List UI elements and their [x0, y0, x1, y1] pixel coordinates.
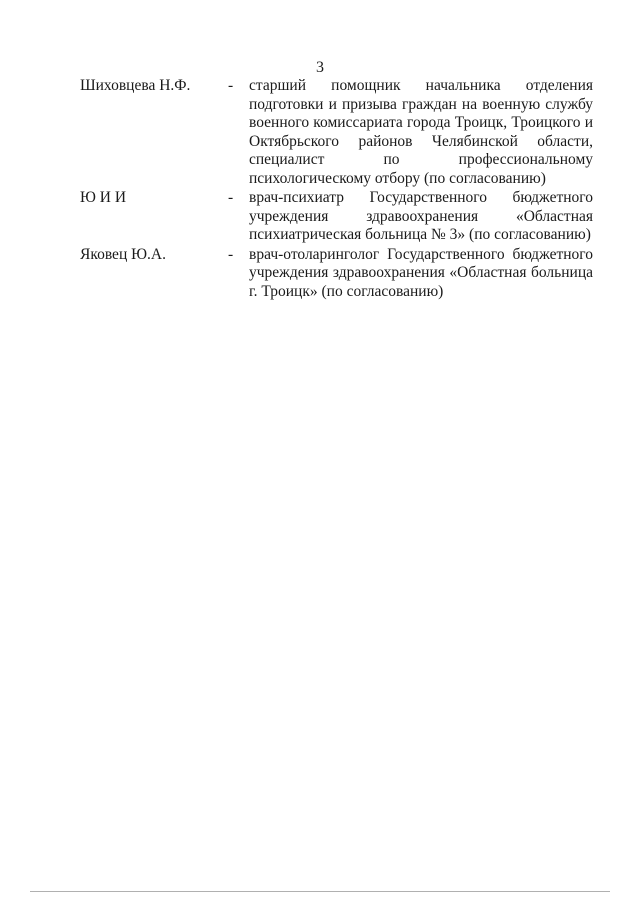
- list-item: [80, 189, 598, 245]
- member-position: врач-отоларинголог Государственного бюджетного учреждения здравоохранения «Областная больница г. Троицк» (по согласованию): [249, 245, 593, 300]
- member-position: врач-психиатр Государственного бюджетного учреждения здравоохранения «Областная психиатрическая больница № 3» (по согласованию): [249, 189, 593, 243]
- member-name: Яковец Ю.А.: [80, 245, 166, 263]
- separator-dash: -: [228, 189, 234, 206]
- list-item: [80, 77, 598, 188]
- bottom-scan-line: [30, 891, 610, 892]
- list-item: [80, 246, 598, 302]
- member-name: Ю И И: [80, 189, 127, 206]
- separator-dash: -: [228, 245, 234, 263]
- member-position: старший помощник начальника отделения подготовки и призыва граждан на военную службу военного комиссариата города Троицк, Троицкого и Октябрьского районов Челябинской области, специалист по профессиональному психологическому отбору (по согласованию): [249, 77, 593, 187]
- separator-dash: -: [228, 77, 234, 94]
- commission-members-list: [80, 77, 598, 302]
- member-name: Шиховцева Н.Ф.: [80, 77, 191, 94]
- page-number: 3: [316, 59, 324, 76]
